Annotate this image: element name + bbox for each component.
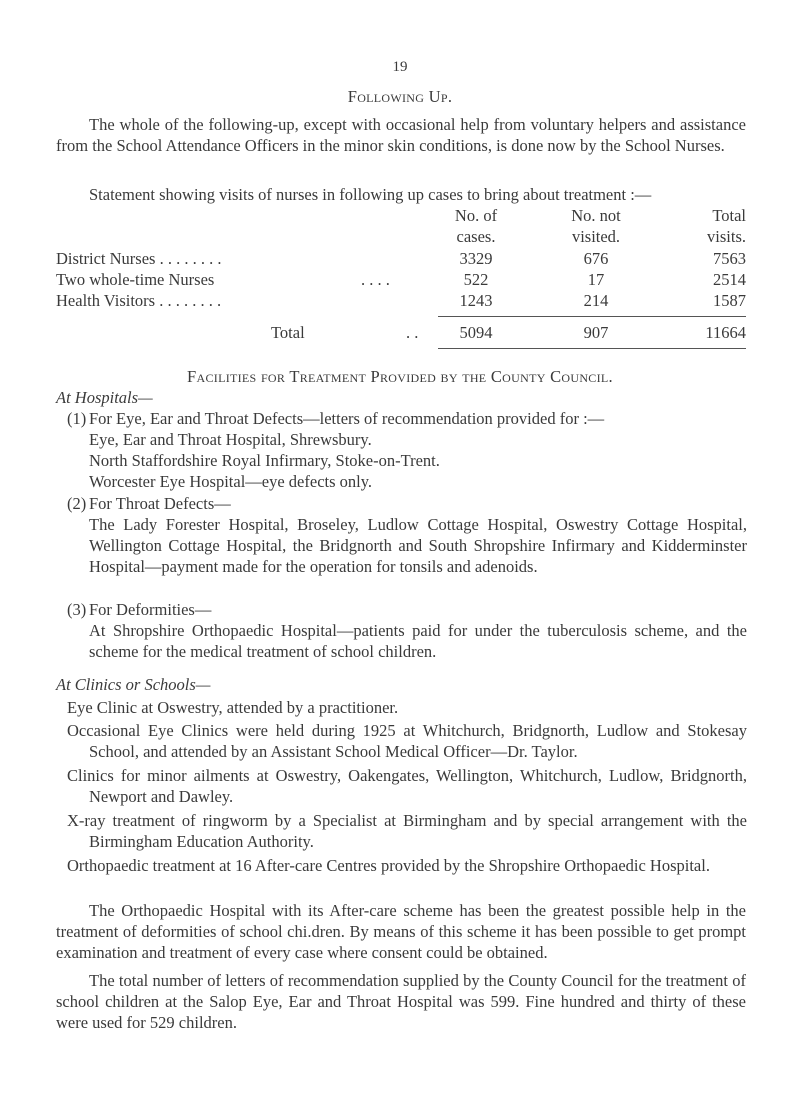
header-cases-2: cases.: [456, 227, 496, 246]
item-number: (3): [67, 600, 87, 619]
row-cases: 522: [463, 270, 489, 289]
at-clinics-subheading: At Clinics or Schools—: [56, 675, 211, 694]
row-cases: 3329: [459, 249, 493, 268]
header-not-visited: No. not: [571, 206, 621, 225]
row-total: 1587: [713, 291, 746, 310]
table-rule-top: [438, 316, 746, 317]
hospital-line: North Staffordshire Royal Infirmary, Stoke-on-Trent.: [89, 451, 440, 470]
item-number: (1): [67, 409, 87, 428]
clinic-entry: Clinics for minor ailments at Oswestry, Oakengates, Wellington, Whitchurch, Ludlow, Bridgnorth, Newport and Dawley.: [67, 766, 747, 806]
header-total: Total: [712, 206, 746, 225]
table-row: [56, 248, 746, 269]
item-heading: For Eye, Ear and Throat Defects—letters of recommendation provided for :—: [89, 409, 605, 428]
row-not-visited: 214: [583, 291, 609, 310]
header-not-visited-2: visited.: [571, 227, 621, 246]
table-total-row: [56, 322, 746, 343]
facilities-heading: Facilities for Treatment Provided by the County Council.: [187, 367, 613, 386]
row-label: Two whole-time Nurses: [56, 270, 215, 289]
table-row: [56, 269, 746, 290]
following-up-heading: Following Up.: [347, 87, 453, 106]
total-visits: 11664: [705, 323, 746, 342]
closing-paragraph: The total number of letters of recommendation supplied by the County Council for the treatment of school children at the Salop Eye, Ear and Throat Hospital was 599. Fine hundred and thirty of these were used for 529 children.: [56, 971, 746, 1032]
row-total: 7563: [713, 249, 746, 268]
closing-paragraph: The Orthopaedic Hospital with its After-care scheme has been the greatest possible help in the treatment of deformities of school chi.dren. By means of this scheme it has been possible to get prompt examination and treatment of every case where consent could be obtained.: [56, 901, 746, 962]
total-cases: 5094: [459, 323, 493, 342]
total-not-visited: 907: [583, 323, 609, 342]
item-number: (2): [67, 494, 87, 513]
table-header-row-1: [56, 205, 746, 226]
header-cases: No. of: [454, 206, 498, 225]
header-total-2: visits.: [707, 227, 746, 246]
row-label: District Nurses . . . . . . . .: [56, 249, 222, 268]
item-body: The Lady Forester Hospital, Broseley, Ludlow Cottage Hospital, Oswestry Cottage Hospital, Wellington Cottage Hospital, the Bridgnorth and South Shropshire Infirmary and Kidderminster Hospital—payment made for the operation for tonsils and adenoids.: [89, 515, 747, 576]
total-label: Total: [271, 323, 305, 342]
row-not-visited: 17: [587, 270, 605, 289]
clinic-entry: Eye Clinic at Oswestry, attended by a practitioner.: [67, 698, 399, 717]
statement-line: Statement showing visits of nurses in following up cases to bring about treatment :—: [89, 185, 652, 204]
page-number: 19: [392, 59, 408, 75]
clinic-entry: X-ray treatment of ringworm by a Specialist at Birmingham and by special arrangement with the Birmingham Education Authority.: [67, 811, 747, 851]
table-row: [56, 290, 746, 311]
following-up-paragraph: The whole of the following-up, except with occasional help from voluntary helpers and assistance from the School Attendance Officers in the minor skin conditions, is done now by the School Nurses.: [56, 115, 746, 155]
item-heading: For Deformities—: [89, 600, 212, 619]
clinic-entry: Occasional Eye Clinics were held during 1925 at Whitchurch, Bridgnorth, Ludlow and Stokesay School, and attended by an Assistant School Medical Officer—Dr. Taylor.: [67, 721, 747, 761]
row-not-visited: 676: [583, 249, 609, 268]
row-leader-dots: . . . .: [361, 270, 390, 289]
row-label: Health Visitors . . . . . . . .: [56, 291, 222, 310]
item-heading: For Throat Defects—: [89, 494, 231, 513]
total-leader-dots: . .: [406, 323, 419, 342]
item-body: At Shropshire Orthopaedic Hospital—patients paid for under the tuberculosis scheme, and the scheme for the medical treatment of school children.: [89, 621, 747, 661]
at-hospitals-subheading: At Hospitals—: [56, 388, 153, 407]
table-rule-bottom: [438, 348, 746, 349]
row-cases: 1243: [459, 291, 493, 310]
hospital-line: Eye, Ear and Throat Hospital, Shrewsbury.: [89, 430, 372, 449]
table-header-row-2: [56, 226, 746, 247]
clinic-entry: Orthopaedic treatment at 16 After-care Centres provided by the Shropshire Orthopaedic Hospital.: [67, 856, 710, 875]
row-total: 2514: [713, 270, 746, 289]
hospital-line: Worcester Eye Hospital—eye defects only.: [89, 472, 373, 491]
